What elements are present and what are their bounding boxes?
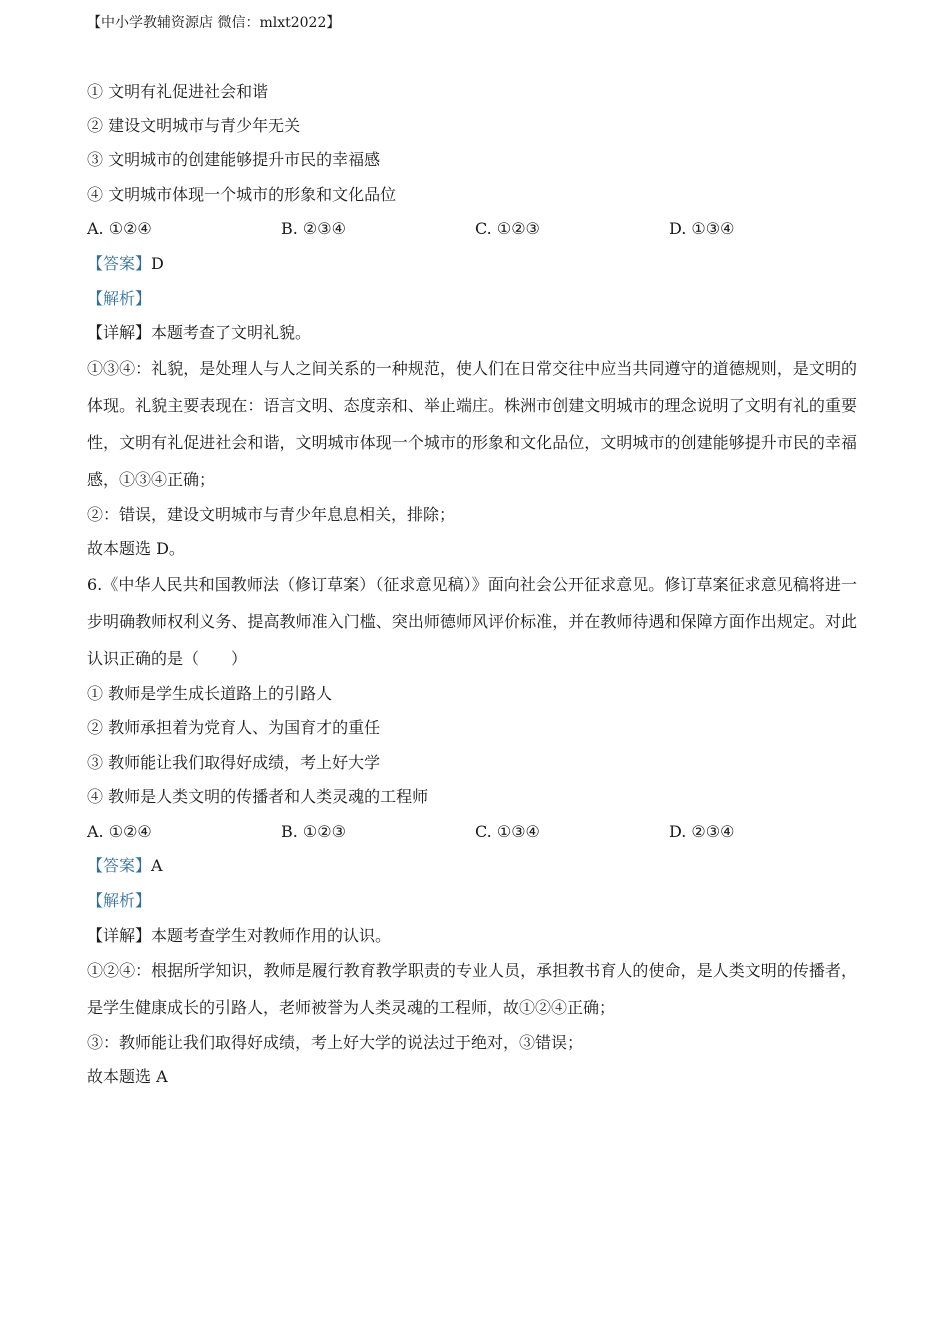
q6-detail: 【详解】本题考查学生对教师作用的认识。 [87,926,392,945]
q6-option-c: C. ①③④ [475,822,540,841]
q6-answer-tag: 【答案】 [87,856,152,875]
q6-option-a: A. ①②④ [87,822,152,841]
q5-answer-tag: 【答案】 [87,254,152,273]
page-header: 【中小学教辅资源店 微信：mlxt2022】 [87,15,341,31]
q6-option-b: B. ①②③ [281,822,346,841]
q5-statement-1: ① 文明有礼促进社会和谐 [87,82,269,101]
q6-conclusion: 故本题选 A [87,1067,168,1086]
q5-statement-3: ③ 文明城市的创建能够提升市民的幸福感 [87,150,381,169]
q5-analysis-tag: 【解析】 [87,289,152,308]
q5-statement-2: ② 建设文明城市与青少年无关 [87,116,301,135]
q6-answer: A [151,856,163,875]
q6-statement-3: ③ 教师能让我们取得好成绩，考上好大学 [87,753,381,772]
q5-statement-4: ④ 文明城市体现一个城市的形象和文化品位 [87,185,397,204]
q6-analysis-tag: 【解析】 [87,891,152,910]
q5-option-a: A. ①②④ [87,219,152,238]
q5-detail: 【详解】本题考查了文明礼貌。 [87,323,312,342]
q6-answer-line [87,855,163,877]
q5-wrong-item: ②：错误，建设文明城市与青少年息息相关，排除； [87,505,456,524]
q5-answer-line [87,253,164,275]
q5-option-b: B. ②③④ [281,219,346,238]
q5-answer: D [151,254,164,273]
q6-statement-2: ② 教师承担着为党育人、为国育才的重任 [87,718,381,737]
q6-statement-4: ④ 教师是人类文明的传播者和人类灵魂的工程师 [87,787,429,806]
q6-option-d: D. ②③④ [669,822,735,841]
q5-option-d: D. ①③④ [669,219,735,238]
q5-explanation: ①③④：礼貌，是处理人与人之间关系的一种规范，使人们在日常交往中应当共同遵守的道德规则，是文明的体现。礼貌主要表现在：语言文明、态度亲和、举止端庄。株洲市创建文明城市的理念说明了文明有礼的重要性，文明有礼促进社会和谐，文明城市体现一个城市的形象和文化品位，文明城市的创建能够提升市民的幸福感，①③④正确； [87,359,857,489]
q6-stem: 6.《中华人民共和国教师法（修订草案）（征求意见稿）》面向社会公开征求意见。修订草案征求意见稿将进一步明确教师权利义务、提高教师准入门槛、突出师德师风评价标准，并在教师待遇和保障方面作出规定。对此认识正确的是（ ） [87,575,857,668]
q5-conclusion: 故本题选 D。 [87,539,185,558]
q6-wrong-item: ③：教师能让我们取得好成绩，考上好大学的说法过于绝对，③错误； [87,1033,584,1052]
q5-option-c: C. ①②③ [475,219,540,238]
q6-explanation: ①②④：根据所学知识，教师是履行教育教学职责的专业人员，承担教书育人的使命，是人类文明的传播者，是学生健康成长的引路人，老师被誉为人类灵魂的工程师，故①②④正确； [87,961,857,1017]
q6-statement-1: ① 教师是学生成长道路上的引路人 [87,684,333,703]
